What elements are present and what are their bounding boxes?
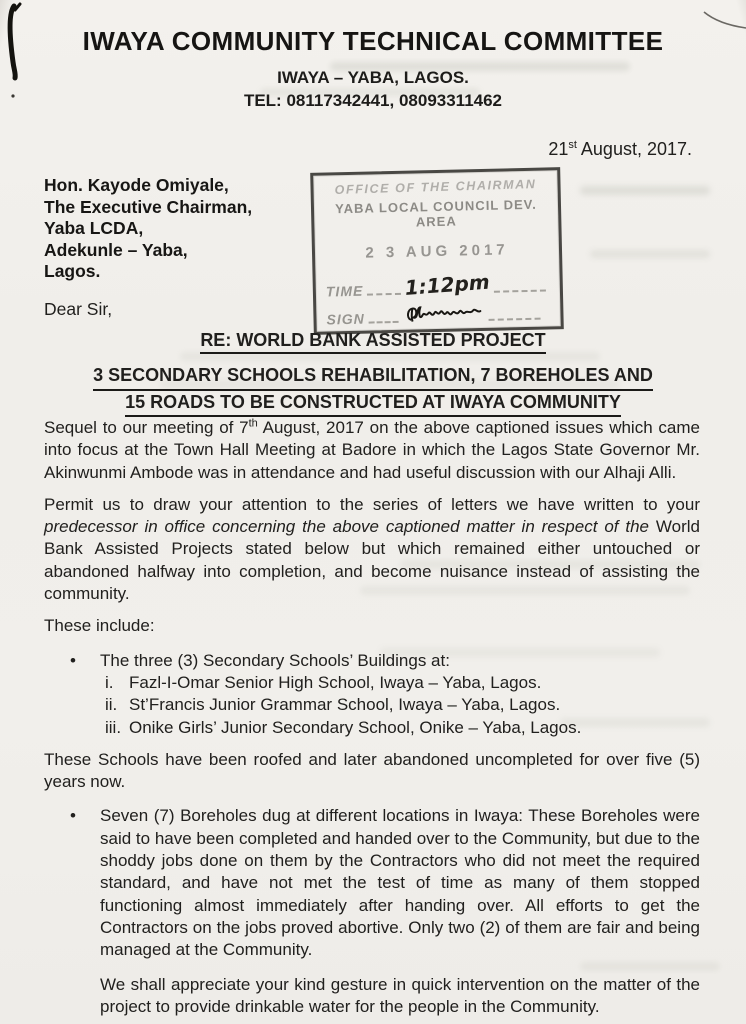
school-item — [105, 717, 700, 739]
stamp-dash — [369, 320, 399, 324]
committee-phone: TEL: 08117342441, 08093311462 — [243, 91, 503, 110]
stamp-dash — [367, 292, 401, 296]
recipient-block — [44, 175, 252, 283]
recipient-city: Lagos. — [44, 261, 101, 281]
stamp-office-line: OFFICE OF THE CHAIRMAN — [334, 177, 537, 198]
subject-caption — [0, 364, 746, 417]
schools-bullet — [70, 650, 700, 672]
date-rest: August, 2017. — [576, 139, 692, 159]
stamp-area-line: YABA LOCAL COUNCIL DEV. AREA — [335, 196, 537, 230]
stamp-sign-label: SIGN — [326, 310, 365, 328]
boreholes-bullet-text: Seven (7) Boreholes dug at different locations in Iwaya: These Boreholes were said to have been completed and handed over to the Community, but due to the shoddy jobs done on them by the Contractors who did not meet the required standard, and have not met the test of time as many of them stopped functioning almost immediately after handing over. All efforts to get the Contractors on the jobs proved abortive. Only two (2) of them are fair and being managed at the Community. — [100, 806, 700, 960]
bullet-icon: • — [70, 806, 76, 826]
signature-icon — [404, 300, 483, 328]
recipient-org: Yaba LCDA, — [44, 218, 144, 238]
paragraph-these-include: These include: — [44, 616, 155, 636]
date-ordinal: st — [568, 139, 577, 151]
schools-list — [105, 672, 700, 739]
salutation: Dear Sir, — [44, 299, 113, 319]
letterhead — [0, 26, 746, 111]
bleedthrough-spot — [590, 250, 710, 258]
item-numeral: ii. — [105, 695, 118, 715]
bleedthrough-spot — [580, 186, 710, 195]
paragraph-sequel: Sequel to our meeting of 7th August, 2017 on the above captioned issues which came into focus at the Town Hall Meeting at Badore in which the Lagos State Governor Mr. Akinwunmi Ambode was in attendance and had useful discussion with our Alhaji Alli. — [44, 417, 700, 482]
boreholes-bullet — [70, 805, 700, 961]
subject-re-line: RE: WORLD BANK ASSISTED PROJECT — [0, 330, 746, 354]
committee-address: IWAYA – YABA, LAGOS. — [277, 68, 469, 87]
item-text: St’Francis Junior Grammar School, Iwaya – Yaba, Lagos. — [129, 695, 561, 715]
item-numeral: i. — [105, 672, 114, 692]
recipient-area: Adekunle – Yaba, — [44, 239, 188, 260]
letter-date — [548, 139, 692, 160]
school-item — [105, 672, 700, 694]
item-numeral: iii. — [105, 717, 122, 737]
stamp-dash — [489, 317, 541, 321]
item-text: Onike Girls’ Junior Secondary School, Onike – Yaba, Lagos. — [129, 717, 582, 737]
recipient-title: The Executive Chairman, — [44, 196, 253, 217]
subject-caption-line1: 3 SECONDARY SCHOOLS REHABILITATION, 7 BOREHOLES AND — [93, 364, 653, 391]
date-day: 21 — [548, 139, 569, 159]
stamp-dash — [494, 289, 546, 293]
recipient-name: Hon. Kayode Omiyale, — [44, 175, 229, 195]
paragraph-permit: Permit us to draw your attention to the series of letters we have written to your predecessor in office concerning the above captioned matter in respect of the World Bank Assisted Projects stated below but which remained either untouched or abandoned halfway into completion, and become nuisance instead of assisting the community. — [44, 494, 700, 604]
subject-caption-line2: 15 ROADS TO BE CONSTRUCTED AT IWAYA COMMUNITY — [125, 391, 621, 418]
received-stamp — [310, 167, 564, 335]
paragraph-appreciation: We shall appreciate your kind gesture in quick intervention on the matter of the project to provide drinkable water for the people in the Community. — [100, 974, 700, 1016]
stamp-time-value: 1:12pm — [404, 269, 491, 300]
school-item — [105, 694, 700, 716]
stamp-time-label: TIME — [325, 282, 364, 300]
letter-body — [44, 417, 700, 1024]
schools-bullet-text: The three (3) Secondary Schools’ Buildings at: — [100, 650, 450, 670]
paragraph-schools-roofed: These Schools have been roofed and later abandoned uncompleted for over five (5) years now. — [44, 749, 700, 792]
stamp-date: 2 3 AUG 2017 — [365, 241, 509, 262]
item-text: Fazl-I-Omar Senior High School, Iwaya – Yaba, Lagos. — [129, 672, 542, 692]
committee-title: IWAYA COMMUNITY TECHNICAL COMMITTEE — [82, 26, 664, 56]
bullet-icon: • — [70, 650, 76, 670]
